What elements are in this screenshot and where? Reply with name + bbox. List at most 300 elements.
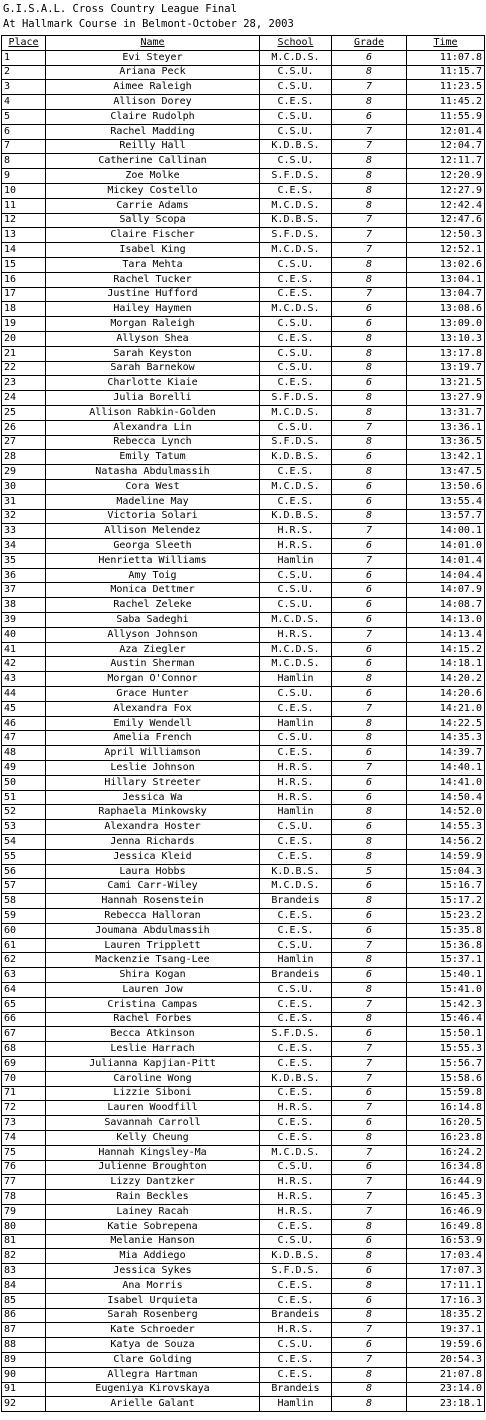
place-cell: 26 bbox=[2, 420, 46, 435]
school-cell: S.F.D.S. bbox=[260, 435, 332, 450]
table-row bbox=[2, 583, 485, 598]
grade-cell: 7 bbox=[332, 1204, 407, 1219]
school-cell: M.C.D.S. bbox=[260, 302, 332, 317]
table-row bbox=[2, 598, 485, 613]
time-cell: 14:21.0 bbox=[407, 701, 485, 716]
table-row bbox=[2, 568, 485, 583]
table-row bbox=[2, 109, 485, 124]
school-cell: S.F.D.S. bbox=[260, 1264, 332, 1279]
place-cell: 62 bbox=[2, 953, 46, 968]
runner-name-cell: Evi Steyer bbox=[46, 50, 260, 65]
school-cell: C.S.U. bbox=[260, 346, 332, 361]
time-cell: 17:11.1 bbox=[407, 1278, 485, 1293]
school-cell: C.S.U. bbox=[260, 80, 332, 95]
time-cell: 15:36.8 bbox=[407, 938, 485, 953]
school-cell: C.E.S. bbox=[260, 1293, 332, 1308]
table-row bbox=[2, 1278, 485, 1293]
school-cell: C.E.S. bbox=[260, 1012, 332, 1027]
time-cell: 15:59.8 bbox=[407, 1086, 485, 1101]
time-cell: 13:21.5 bbox=[407, 376, 485, 391]
table-row bbox=[2, 1175, 485, 1190]
table-row bbox=[2, 805, 485, 820]
runner-name-cell: Aimee Raleigh bbox=[46, 80, 260, 95]
school-cell: C.E.S. bbox=[260, 183, 332, 198]
grade-cell: 8 bbox=[332, 716, 407, 731]
table-row bbox=[2, 479, 485, 494]
table-row bbox=[2, 1293, 485, 1308]
time-cell: 13:19.7 bbox=[407, 361, 485, 376]
table-row bbox=[2, 509, 485, 524]
time-cell: 13:08.6 bbox=[407, 302, 485, 317]
time-cell: 12:27.9 bbox=[407, 183, 485, 198]
time-cell: 14:35.3 bbox=[407, 731, 485, 746]
time-cell: 16:20.5 bbox=[407, 1116, 485, 1131]
school-cell: C.E.S. bbox=[260, 1116, 332, 1131]
grade-cell: 7 bbox=[332, 1145, 407, 1160]
grade-cell: 7 bbox=[332, 1323, 407, 1338]
time-cell: 11:07.8 bbox=[407, 50, 485, 65]
runner-name-cell: Cristina Campas bbox=[46, 997, 260, 1012]
runner-name-cell: Jessica Wa bbox=[46, 790, 260, 805]
column-header-grade: Grade bbox=[332, 36, 407, 51]
runner-name-cell: Catherine Callinan bbox=[46, 154, 260, 169]
school-cell: C.S.U. bbox=[260, 420, 332, 435]
table-row bbox=[2, 539, 485, 554]
grade-cell: 8 bbox=[332, 849, 407, 864]
grade-cell: 7 bbox=[332, 1071, 407, 1086]
school-cell: C.E.S. bbox=[260, 909, 332, 924]
grade-cell: 6 bbox=[332, 909, 407, 924]
place-cell: 41 bbox=[2, 642, 46, 657]
school-cell: Hamlin bbox=[260, 716, 332, 731]
place-cell: 81 bbox=[2, 1234, 46, 1249]
grade-cell: 6 bbox=[332, 1264, 407, 1279]
grade-cell: 7 bbox=[332, 938, 407, 953]
place-cell: 56 bbox=[2, 864, 46, 879]
runner-name-cell: Caroline Wong bbox=[46, 1071, 260, 1086]
grade-cell: 7 bbox=[332, 213, 407, 228]
table-row bbox=[2, 154, 485, 169]
runner-name-cell: Hillary Streeter bbox=[46, 775, 260, 790]
table-row bbox=[2, 1042, 485, 1057]
time-cell: 13:55.4 bbox=[407, 494, 485, 509]
place-cell: 91 bbox=[2, 1382, 46, 1397]
grade-cell: 6 bbox=[332, 968, 407, 983]
grade-cell: 8 bbox=[332, 272, 407, 287]
time-cell: 13:31.7 bbox=[407, 405, 485, 420]
place-cell: 65 bbox=[2, 997, 46, 1012]
grade-cell: 6 bbox=[332, 879, 407, 894]
runner-name-cell: Amy Toig bbox=[46, 568, 260, 583]
place-cell: 48 bbox=[2, 746, 46, 761]
time-cell: 17:03.4 bbox=[407, 1249, 485, 1264]
time-cell: 23:18.1 bbox=[407, 1397, 485, 1412]
school-cell: C.E.S. bbox=[260, 701, 332, 716]
grade-cell: 6 bbox=[332, 1027, 407, 1042]
place-cell: 7 bbox=[2, 139, 46, 154]
place-cell: 4 bbox=[2, 95, 46, 110]
table-row bbox=[2, 775, 485, 790]
grade-cell: 7 bbox=[332, 1056, 407, 1071]
school-cell: H.R.S. bbox=[260, 1175, 332, 1190]
runner-name-cell: Lauren Woodfill bbox=[46, 1101, 260, 1116]
school-cell: H.R.S. bbox=[260, 1101, 332, 1116]
place-cell: 80 bbox=[2, 1219, 46, 1234]
table-row bbox=[2, 997, 485, 1012]
grade-cell: 7 bbox=[332, 139, 407, 154]
runner-name-cell: Reilly Hall bbox=[46, 139, 260, 154]
place-cell: 53 bbox=[2, 820, 46, 835]
time-cell: 13:04.1 bbox=[407, 272, 485, 287]
grade-cell: 6 bbox=[332, 1160, 407, 1175]
school-cell: H.R.S. bbox=[260, 775, 332, 790]
time-cell: 13:27.9 bbox=[407, 391, 485, 406]
place-cell: 66 bbox=[2, 1012, 46, 1027]
place-cell: 51 bbox=[2, 790, 46, 805]
table-row bbox=[2, 169, 485, 184]
place-cell: 39 bbox=[2, 613, 46, 628]
runner-name-cell: Clare Golding bbox=[46, 1352, 260, 1367]
runner-name-cell: Georga Sleeth bbox=[46, 539, 260, 554]
table-row bbox=[2, 1367, 485, 1382]
runner-name-cell: Claire Fischer bbox=[46, 228, 260, 243]
school-cell: C.E.S. bbox=[260, 287, 332, 302]
school-cell: C.E.S. bbox=[260, 494, 332, 509]
table-row bbox=[2, 909, 485, 924]
runner-name-cell: Claire Rudolph bbox=[46, 109, 260, 124]
runner-name-cell: Sally Scopa bbox=[46, 213, 260, 228]
table-row bbox=[2, 983, 485, 998]
runner-name-cell: Katya de Souza bbox=[46, 1338, 260, 1353]
grade-cell: 7 bbox=[332, 761, 407, 776]
school-cell: S.F.D.S. bbox=[260, 228, 332, 243]
table-row bbox=[2, 95, 485, 110]
runner-name-cell: Cami Carr-Wiley bbox=[46, 879, 260, 894]
table-row bbox=[2, 213, 485, 228]
grade-cell: 7 bbox=[332, 80, 407, 95]
time-cell: 14:13.4 bbox=[407, 627, 485, 642]
table-row bbox=[2, 1352, 485, 1367]
school-cell: C.S.U. bbox=[260, 124, 332, 139]
school-cell: C.E.S. bbox=[260, 1219, 332, 1234]
place-cell: 9 bbox=[2, 169, 46, 184]
runner-name-cell: Lauren Jow bbox=[46, 983, 260, 998]
place-cell: 33 bbox=[2, 524, 46, 539]
table-row bbox=[2, 938, 485, 953]
place-cell: 64 bbox=[2, 983, 46, 998]
school-cell: Hamlin bbox=[260, 953, 332, 968]
time-cell: 14:40.1 bbox=[407, 761, 485, 776]
table-row bbox=[2, 1101, 485, 1116]
table-row bbox=[2, 376, 485, 391]
runner-name-cell: Sarah Rosenberg bbox=[46, 1308, 260, 1323]
runner-name-cell: Madeline May bbox=[46, 494, 260, 509]
header-row bbox=[2, 36, 485, 51]
school-cell: C.E.S. bbox=[260, 849, 332, 864]
table-row bbox=[2, 1264, 485, 1279]
school-cell: C.S.U. bbox=[260, 154, 332, 169]
time-cell: 14:20.2 bbox=[407, 672, 485, 687]
table-row bbox=[2, 820, 485, 835]
time-cell: 13:02.6 bbox=[407, 257, 485, 272]
time-cell: 19:37.1 bbox=[407, 1323, 485, 1338]
school-cell: K.D.B.S. bbox=[260, 864, 332, 879]
table-row bbox=[2, 672, 485, 687]
school-cell: C.E.S. bbox=[260, 746, 332, 761]
runner-name-cell: Julia Borelli bbox=[46, 391, 260, 406]
results-table-body bbox=[2, 50, 485, 1411]
time-cell: 15:35.8 bbox=[407, 923, 485, 938]
school-cell: C.E.S. bbox=[260, 1367, 332, 1382]
table-row bbox=[2, 65, 485, 80]
school-cell: H.R.S. bbox=[260, 524, 332, 539]
school-cell: M.C.D.S. bbox=[260, 879, 332, 894]
runner-name-cell: Leslie Johnson bbox=[46, 761, 260, 776]
results-table-header bbox=[2, 36, 485, 51]
table-row bbox=[2, 716, 485, 731]
grade-cell: 6 bbox=[332, 50, 407, 65]
place-cell: 13 bbox=[2, 228, 46, 243]
place-cell: 73 bbox=[2, 1116, 46, 1131]
column-header-place: Place bbox=[2, 36, 46, 51]
place-cell: 16 bbox=[2, 272, 46, 287]
time-cell: 15:23.2 bbox=[407, 909, 485, 924]
grade-cell: 8 bbox=[332, 465, 407, 480]
place-cell: 30 bbox=[2, 479, 46, 494]
place-cell: 28 bbox=[2, 450, 46, 465]
school-cell: C.E.S. bbox=[260, 465, 332, 480]
time-cell: 14:04.4 bbox=[407, 568, 485, 583]
runner-name-cell: Rebecca Lynch bbox=[46, 435, 260, 450]
time-cell: 15:55.3 bbox=[407, 1042, 485, 1057]
school-cell: M.C.D.S. bbox=[260, 657, 332, 672]
place-cell: 21 bbox=[2, 346, 46, 361]
school-cell: K.D.B.S. bbox=[260, 450, 332, 465]
grade-cell: 7 bbox=[332, 701, 407, 716]
grade-cell: 8 bbox=[332, 95, 407, 110]
school-cell: M.C.D.S. bbox=[260, 405, 332, 420]
column-header-school: School bbox=[260, 36, 332, 51]
place-cell: 70 bbox=[2, 1071, 46, 1086]
place-cell: 15 bbox=[2, 257, 46, 272]
grade-cell: 8 bbox=[332, 331, 407, 346]
time-cell: 14:07.9 bbox=[407, 583, 485, 598]
runner-name-cell: Isabel King bbox=[46, 243, 260, 258]
place-cell: 82 bbox=[2, 1249, 46, 1264]
grade-cell: 6 bbox=[332, 687, 407, 702]
table-row bbox=[2, 1397, 485, 1412]
runner-name-cell: Charlotte Kiaie bbox=[46, 376, 260, 391]
grade-cell: 6 bbox=[332, 1116, 407, 1131]
runner-name-cell: Allison Melendez bbox=[46, 524, 260, 539]
time-cell: 13:57.7 bbox=[407, 509, 485, 524]
grade-cell: 8 bbox=[332, 1249, 407, 1264]
runner-name-cell: Cora West bbox=[46, 479, 260, 494]
place-cell: 90 bbox=[2, 1367, 46, 1382]
table-row bbox=[2, 1116, 485, 1131]
grade-cell: 8 bbox=[332, 1308, 407, 1323]
table-row bbox=[2, 968, 485, 983]
runner-name-cell: Joumana Abdulmassih bbox=[46, 923, 260, 938]
table-row bbox=[2, 346, 485, 361]
place-cell: 25 bbox=[2, 405, 46, 420]
grade-cell: 8 bbox=[332, 183, 407, 198]
place-cell: 17 bbox=[2, 287, 46, 302]
school-cell: M.C.D.S. bbox=[260, 642, 332, 657]
time-cell: 13:10.3 bbox=[407, 331, 485, 346]
grade-cell: 6 bbox=[332, 376, 407, 391]
runner-name-cell: Alexandra Hoster bbox=[46, 820, 260, 835]
school-cell: C.E.S. bbox=[260, 1352, 332, 1367]
place-cell: 11 bbox=[2, 198, 46, 213]
runner-name-cell: Amelia French bbox=[46, 731, 260, 746]
table-row bbox=[2, 198, 485, 213]
place-cell: 44 bbox=[2, 687, 46, 702]
runner-name-cell: Aza Ziegler bbox=[46, 642, 260, 657]
time-cell: 13:42.1 bbox=[407, 450, 485, 465]
place-cell: 12 bbox=[2, 213, 46, 228]
school-cell: Hamlin bbox=[260, 672, 332, 687]
place-cell: 59 bbox=[2, 909, 46, 924]
grade-cell: 7 bbox=[332, 420, 407, 435]
school-cell: Brandeis bbox=[260, 1308, 332, 1323]
grade-cell: 6 bbox=[332, 1086, 407, 1101]
school-cell: C.E.S. bbox=[260, 376, 332, 391]
table-row bbox=[2, 465, 485, 480]
time-cell: 15:50.1 bbox=[407, 1027, 485, 1042]
time-cell: 18:35.2 bbox=[407, 1308, 485, 1323]
grade-cell: 8 bbox=[332, 1012, 407, 1027]
school-cell: C.S.U. bbox=[260, 1338, 332, 1353]
page-subtitle: At Hallmark Course in Belmont-October 28, 2003 bbox=[3, 18, 294, 30]
place-cell: 85 bbox=[2, 1293, 46, 1308]
grade-cell: 6 bbox=[332, 479, 407, 494]
table-row bbox=[2, 1249, 485, 1264]
runner-name-cell: Natasha Abdulmassih bbox=[46, 465, 260, 480]
grade-cell: 6 bbox=[332, 1293, 407, 1308]
time-cell: 16:53.9 bbox=[407, 1234, 485, 1249]
runner-name-cell: Julienne Broughton bbox=[46, 1160, 260, 1175]
table-row bbox=[2, 243, 485, 258]
time-cell: 11:23.5 bbox=[407, 80, 485, 95]
place-cell: 71 bbox=[2, 1086, 46, 1101]
time-cell: 12:47.6 bbox=[407, 213, 485, 228]
place-cell: 23 bbox=[2, 376, 46, 391]
time-cell: 16:46.9 bbox=[407, 1204, 485, 1219]
time-cell: 14:08.7 bbox=[407, 598, 485, 613]
place-cell: 43 bbox=[2, 672, 46, 687]
school-cell: C.S.U. bbox=[260, 361, 332, 376]
time-cell: 15:56.7 bbox=[407, 1056, 485, 1071]
table-row bbox=[2, 687, 485, 702]
runner-name-cell: Rachel Madding bbox=[46, 124, 260, 139]
school-cell: C.S.U. bbox=[260, 983, 332, 998]
place-cell: 19 bbox=[2, 317, 46, 332]
school-cell: C.E.S. bbox=[260, 1130, 332, 1145]
time-cell: 13:50.6 bbox=[407, 479, 485, 494]
grade-cell: 8 bbox=[332, 405, 407, 420]
school-cell: C.S.U. bbox=[260, 1160, 332, 1175]
grade-cell: 6 bbox=[332, 775, 407, 790]
place-cell: 3 bbox=[2, 80, 46, 95]
time-cell: 13:09.0 bbox=[407, 317, 485, 332]
school-cell: M.C.D.S. bbox=[260, 50, 332, 65]
table-row bbox=[2, 302, 485, 317]
school-cell: Brandeis bbox=[260, 968, 332, 983]
place-cell: 88 bbox=[2, 1338, 46, 1353]
place-cell: 46 bbox=[2, 716, 46, 731]
school-cell: C.E.S. bbox=[260, 272, 332, 287]
place-cell: 49 bbox=[2, 761, 46, 776]
place-cell: 6 bbox=[2, 124, 46, 139]
time-cell: 13:04.7 bbox=[407, 287, 485, 302]
place-cell: 29 bbox=[2, 465, 46, 480]
time-cell: 14:59.9 bbox=[407, 849, 485, 864]
school-cell: C.S.U. bbox=[260, 568, 332, 583]
school-cell: K.D.B.S. bbox=[260, 139, 332, 154]
table-row bbox=[2, 405, 485, 420]
time-cell: 12:04.7 bbox=[407, 139, 485, 154]
table-row bbox=[2, 1012, 485, 1027]
grade-cell: 7 bbox=[332, 1101, 407, 1116]
table-row bbox=[2, 183, 485, 198]
table-row bbox=[2, 80, 485, 95]
school-cell: S.F.D.S. bbox=[260, 1027, 332, 1042]
place-cell: 24 bbox=[2, 391, 46, 406]
grade-cell: 7 bbox=[332, 287, 407, 302]
place-cell: 54 bbox=[2, 835, 46, 850]
time-cell: 15:17.2 bbox=[407, 894, 485, 909]
grade-cell: 8 bbox=[332, 1382, 407, 1397]
runner-name-cell: Hannah Kingsley-Ma bbox=[46, 1145, 260, 1160]
grade-cell: 5 bbox=[332, 864, 407, 879]
grade-cell: 6 bbox=[332, 568, 407, 583]
runner-name-cell: Allison Dorey bbox=[46, 95, 260, 110]
grade-cell: 8 bbox=[332, 1278, 407, 1293]
time-cell: 12:20.9 bbox=[407, 169, 485, 184]
table-row bbox=[2, 731, 485, 746]
place-cell: 34 bbox=[2, 539, 46, 554]
runner-name-cell: Austin Sherman bbox=[46, 657, 260, 672]
place-cell: 37 bbox=[2, 583, 46, 598]
runner-name-cell: Monica Dettmer bbox=[46, 583, 260, 598]
runner-name-cell: Jessica Sykes bbox=[46, 1264, 260, 1279]
grade-cell: 8 bbox=[332, 1367, 407, 1382]
runner-name-cell: Allyson Johnson bbox=[46, 627, 260, 642]
time-cell: 13:36.5 bbox=[407, 435, 485, 450]
school-cell: C.S.U. bbox=[260, 583, 332, 598]
grade-cell: 6 bbox=[332, 109, 407, 124]
grade-cell: 8 bbox=[332, 154, 407, 169]
school-cell: M.C.D.S. bbox=[260, 613, 332, 628]
school-cell: M.C.D.S. bbox=[260, 1145, 332, 1160]
grade-cell: 6 bbox=[332, 583, 407, 598]
grade-cell: 8 bbox=[332, 894, 407, 909]
school-cell: C.E.S. bbox=[260, 997, 332, 1012]
school-cell: C.S.U. bbox=[260, 731, 332, 746]
school-cell: C.S.U. bbox=[260, 820, 332, 835]
school-cell: C.S.U. bbox=[260, 687, 332, 702]
time-cell: 23:14.0 bbox=[407, 1382, 485, 1397]
time-cell: 14:13.0 bbox=[407, 613, 485, 628]
school-cell: H.R.S. bbox=[260, 1190, 332, 1205]
table-row bbox=[2, 1027, 485, 1042]
place-cell: 45 bbox=[2, 701, 46, 716]
school-cell: C.E.S. bbox=[260, 1086, 332, 1101]
time-cell: 11:45.2 bbox=[407, 95, 485, 110]
school-cell: C.E.S. bbox=[260, 835, 332, 850]
time-cell: 12:52.1 bbox=[407, 243, 485, 258]
